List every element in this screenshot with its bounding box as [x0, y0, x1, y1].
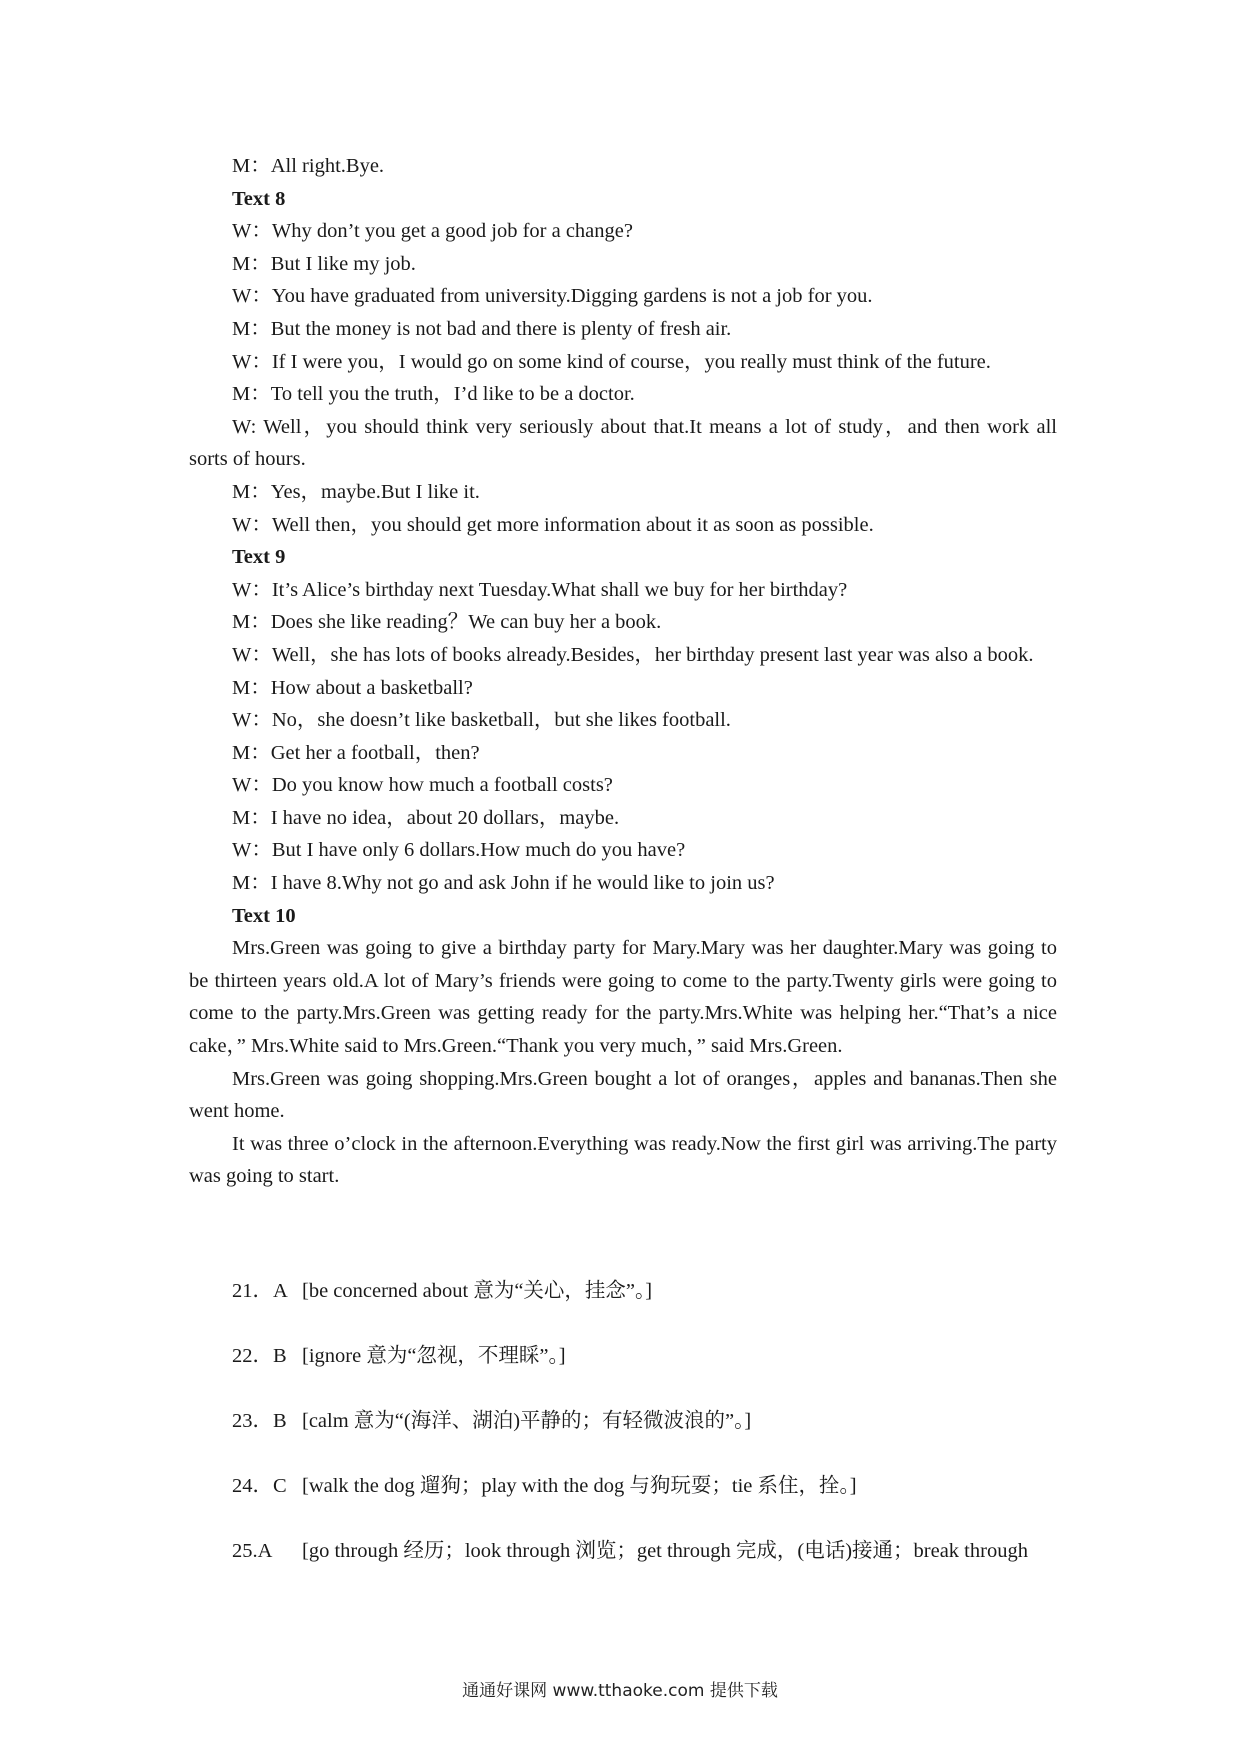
transcript-paragraph: It was three o’clock in the afternoon.Everything was ready.Now the first girl was arriving.The party was going to start.	[189, 1132, 1057, 1188]
answer-item	[189, 1535, 1057, 1600]
transcript-line: W：Well then，you should get more information about it as soon as possible.	[232, 513, 874, 536]
answer-explanation: [calm 意为“(海洋、湖泊)平静的；有轻微波浪的”。]	[302, 1410, 752, 1432]
transcript-line: W：If I were you，I would go on some kind of course，you really must think of the future.	[232, 350, 991, 373]
answer-number: 25.A	[232, 1540, 273, 1562]
section-heading: Text 9	[232, 546, 286, 569]
answer-explanation: [go through 经历；look through 浏览；get through 完成，(电话)接通；break through	[302, 1540, 1028, 1562]
transcript-line: W：No，she doesn’t like basketball，but she likes football.	[232, 709, 731, 732]
transcript-line: M：All right.Bye.	[232, 155, 385, 177]
transcript-line: M：But the money is not bad and there is plenty of fresh air.	[232, 317, 732, 340]
transcript-paragraph: W: Well，you should think very seriously about that.It means a lot of study，and then work all sorts of hours.	[189, 415, 1057, 471]
answer-number: 23．B	[232, 1410, 287, 1432]
answer-number: 24．C	[232, 1475, 287, 1497]
answer-explanation: [be concerned about 意为“关心，挂念”。]	[302, 1280, 653, 1302]
transcript-line: W：But I have only 6 dollars.How much do you have?	[232, 839, 686, 862]
transcript-body	[189, 150, 1057, 1193]
transcript-line: M：But I like my job.	[232, 252, 416, 275]
transcript-line: W：Do you know how much a football costs?	[232, 774, 613, 797]
answer-item	[189, 1340, 1057, 1405]
transcript-paragraph: W：Well，she has lots of books already.Besides，her birthday present last year was also a book.	[232, 643, 1034, 666]
transcript-line: W：It’s Alice’s birthday next Tuesday.What shall we buy for her birthday?	[232, 578, 848, 601]
transcript-line: M：How about a basketball?	[232, 676, 473, 699]
answer-item	[189, 1470, 1057, 1535]
transcript-line: M：Does she like reading？We can buy her a book.	[232, 611, 662, 634]
answer-number: 22．B	[232, 1345, 287, 1367]
transcript-line: M：Get her a football，then?	[232, 741, 480, 764]
transcript-line: M：I have no idea，about 20 dollars，maybe.	[232, 806, 620, 829]
transcript-line: W：You have graduated from university.Digging gardens is not a job for you.	[232, 285, 873, 308]
answer-key	[189, 1275, 1057, 1600]
transcript-paragraph: Mrs.Green was going shopping.Mrs.Green bought a lot of oranges，apples and bananas.Then she went home.	[189, 1067, 1057, 1123]
answer-explanation: [ignore 意为“忽视，不理睬”。]	[302, 1345, 566, 1367]
transcript-paragraph: Mrs.Green was going to give a birthday party for Mary.Mary was her daughter.Mary was going to be thirteen years old.A lot of Mary’s friends were going to come to the party.Twenty girls were going to come to the party.Mrs.Green was getting ready for the party.Mrs.White was helping her.“That’s a nice cake，” Mrs.White said to Mrs.Green.“Thank you very much，” said Mrs.Green.	[189, 937, 1057, 1058]
transcript-line: W：Why don’t you get a good job for a change?	[232, 220, 633, 243]
transcript-line: M：I have 8.Why not go and ask John if he would like to join us?	[232, 872, 775, 895]
transcript-line: M：To tell you the truth，I’d like to be a doctor.	[232, 383, 635, 406]
answer-explanation: [walk the dog 遛狗；play with the dog 与狗玩耍；tie 系住，拴。]	[302, 1475, 857, 1497]
section-heading: Text 10	[232, 904, 296, 927]
answer-number: 21．A	[232, 1280, 288, 1302]
footer-text: 通通好课网 www.tthaoke.com 提供下载	[462, 1681, 778, 1701]
section-heading: Text 8	[232, 187, 286, 210]
answer-item	[189, 1405, 1057, 1470]
transcript-line: M：Yes，maybe.But I like it.	[232, 480, 480, 503]
page-footer	[0, 1676, 1240, 1701]
answer-item	[189, 1275, 1057, 1340]
